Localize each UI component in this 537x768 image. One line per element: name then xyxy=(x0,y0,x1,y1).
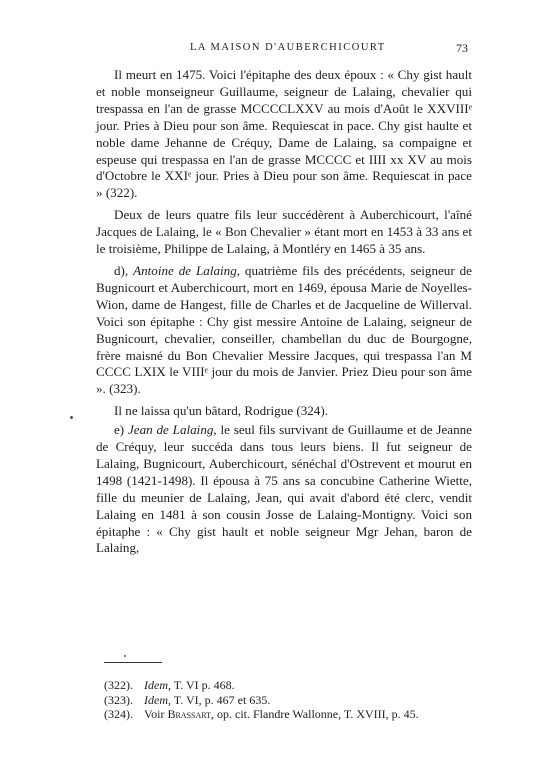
footnotes xyxy=(104,678,464,722)
paragraph-sons: Deux de leurs quatre fils leur succédèrent à Auberchicourt, l'aîné Jacques de Lalaing, le « Bon Chevalier » étant mort en 1453 à 33 ans et le troisième, Philippe de Lalaing, à Montléry en 1465 à 35 ans. xyxy=(96,207,472,257)
running-title: LA MAISON D'AUBERCHICOURT xyxy=(190,42,386,53)
footnote-reference: T. VI p. 468. xyxy=(171,678,235,692)
paper-speck xyxy=(70,416,73,419)
paragraph-jean xyxy=(96,422,472,557)
footnote-prefix: Voir xyxy=(144,707,168,721)
footnote-322 xyxy=(104,678,464,693)
person-name-jean: Jean de Lalaing, xyxy=(127,422,217,438)
paragraph-bastard: Il ne laissa qu'un bâtard, Rodrigue (324). xyxy=(114,403,328,419)
footnote-reference: op. cit. Flandre Wallonne, T. XVIII, p. 45. xyxy=(214,707,419,721)
footnote-324 xyxy=(104,707,464,722)
section-label-e: e) xyxy=(114,422,128,438)
paper-speck xyxy=(124,655,126,657)
footnote-number: (324). xyxy=(104,707,133,721)
footnote-separator xyxy=(104,662,162,663)
footnote-number: (323). xyxy=(104,692,133,707)
footnote-number: (322). xyxy=(104,678,133,692)
footnote-323 xyxy=(104,693,464,708)
footnote-source: Idem, xyxy=(144,678,171,692)
person-name-antoine: Antoine de Lalaing, xyxy=(133,262,241,278)
paragraph-antoine xyxy=(96,263,472,398)
page-number: 73 xyxy=(456,41,468,55)
footnote-source: Idem, xyxy=(144,692,171,707)
paragraph-antoine-text: quatrième fils des précédents, seigneur de Bugnicourt et Auberchicourt, mort en 1469, épousa Marie de Noyelles-Wion, dame de Hangest, fille de Charles et de Jacqueline de Willerval. Voici son épitaphe : Chy gist messire Antoine de Lalaing, seigneur de Bugnicourt, chevalier, conseiller, chambellan du duc de Bourgogne, frère maisné du Bon Chevalier Messire Jacques, qui trespassa l'an M CCCC LXIX le VIIIᵉ jour du mois de Janvier. Priez Dieu pour son âme ». (323). xyxy=(96,262,472,397)
footnote-reference: T. VI, p. 467 et 635. xyxy=(171,692,271,707)
paragraph-epitaph-guillaume: Il meurt en 1475. Voici l'épitaphe des deux époux : « Chy gist hault et noble monseigneur Guillaume, seigneur de Lalaing, chevalier qui trespassa en l'an de grasse MCCCCLXXV au mois d'Août le XXVIIIᵉ jour. Pries à Dieu pour son âme. Requiescat in pace. Chy gist haulte et noble dame Jehanne de Créquy, Dame de Lalaing, sa compaigne et espeuse qui trespassa en l'an de grasse MCCCC et IIII xx XV au mois d'Octobre le XXIᵉ jour. Pries à Dieu pour son âme. Requiescat in pace » (322). xyxy=(96,67,472,201)
section-label-d: d), xyxy=(114,262,134,278)
body-text xyxy=(96,67,472,562)
paragraph-jean-text: le seul fils survivant de Guillaume et de Jeanne de Créquy, leur succéda dans tous leurs biens. Il fut seigneur de Lalaing, Bugnicourt, Auberchicourt, sénéchal d'Ostrevent et mourut en 1498 (1421-1498). Il épousa à 75 ans sa concubine Catherine Wiette, fille du meunier de Lalaing, Jean, qui avait d'abord été clerc, vendit Lalaing en 1481 à son cousin Josse de Lalaing-Montigny. Voici son épitaphe : « Chy gist hault et noble seigneur Mgr Jehan, baron de Lalaing, xyxy=(96,422,472,556)
footnote-author: Brassart, xyxy=(167,707,214,721)
